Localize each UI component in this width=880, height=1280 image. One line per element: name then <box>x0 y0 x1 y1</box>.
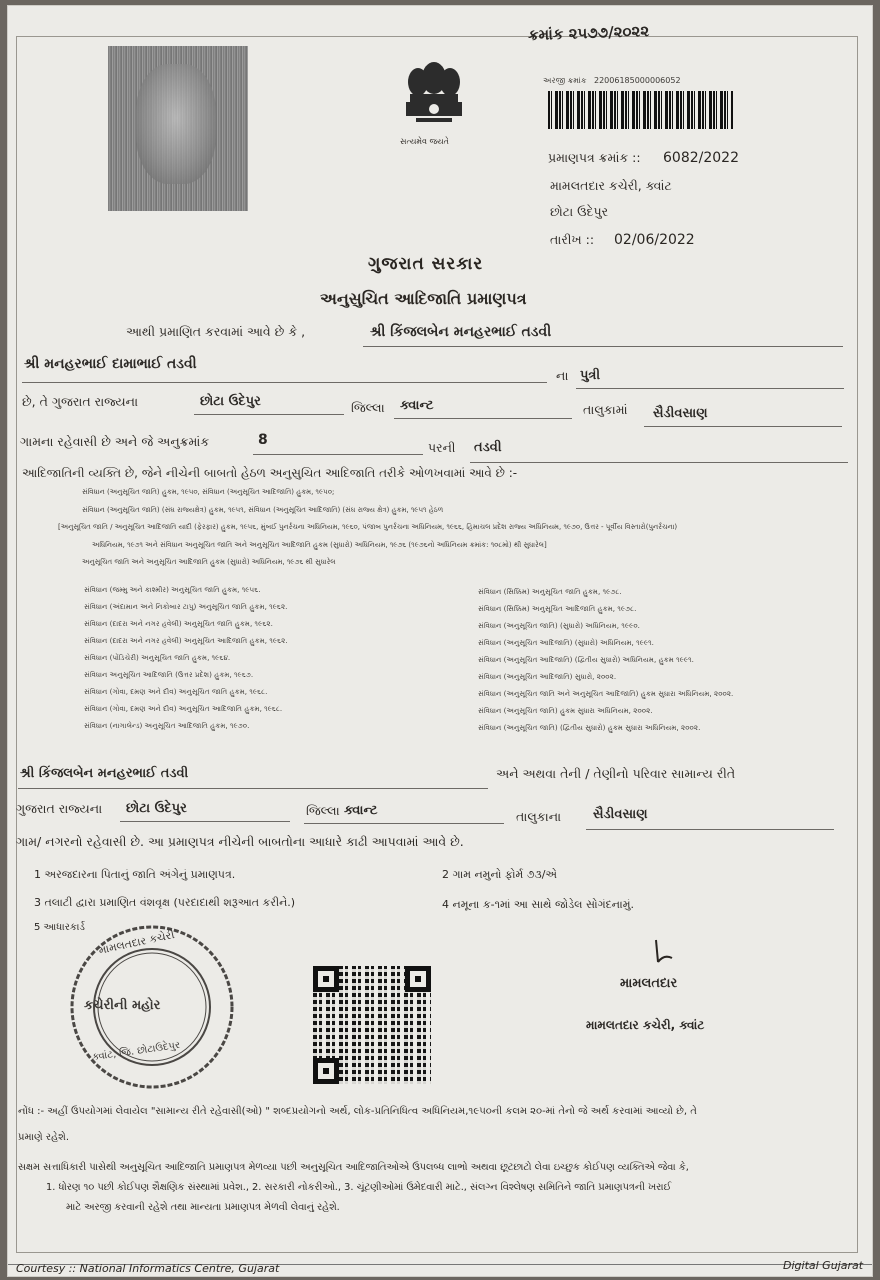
residence-district: છોટા ઉદેપુર <box>126 801 187 816</box>
order-item: સંવિધાન (નાગાલેન્ડ) અનુસૂચિત આદિજાતિ હુકમ, ૧૯૭૦. <box>84 721 250 730</box>
holder-name: શ્રી કિંજલબેન મનહરભાઈ તડવી <box>370 324 552 340</box>
application-no-label: અરજી ક્રમાંક <box>543 76 587 85</box>
relation: પુત્રી <box>580 368 601 383</box>
order-item: સંવિધાન (જમ્મુ અને કાશ્મીર) અનુસૂચિત જાતિ હુકમ, ૧૯૫૬. <box>84 585 261 594</box>
order-item: સંવિધાન (સિક્કિમ) અનુસૂચિત આદિજાતિ હુકમ, ૧૯૭૮. <box>478 604 637 613</box>
residence-name: શ્રી કિંજલબેન મનહરભાઈ તડવી <box>20 766 189 781</box>
order-item: સંવિધાન અનુસૂચિત આદિજાતિ (ઉત્તર પ્રદેશ) હુકમ, ૧૯૬૭. <box>84 670 254 679</box>
handwritten-number: ક્રમાંક ૨૫૭૭/૨૦૨૨ <box>527 21 650 45</box>
order-general: અનુસૂચિત જાતિ અને અનુસૂચિત આદિજાતિ હુકમ (સુધારો) અધિનિયમ, ૧૯૭૬ થી સુધારેલ <box>82 558 336 566</box>
order-item: સંવિધાન (અનુસૂચિત આદિજાતિ) (દ્વિતીય સુધારો) અધિનિયમ, હુકમ ૧૯૯૧. <box>478 655 694 664</box>
issued-line: ગામ/ નગરનો રહેવાસી છે. આ પ્રમાણપત્ર નીચેની બાબતોના આધારે કાઢી આપવામાં આવે છે. <box>16 834 464 849</box>
recognition-line: આદિજાતિની વ્યક્તિ છે, જેને નીચેની બાબતો હેઠળ અનુસુચિત આદિજાતિ તરીકે ઓળખવામાં આવે છે :- <box>22 466 518 480</box>
signatory-office: મામલતદાર કચેરી, ક્વાંટ <box>586 1018 705 1032</box>
basis-4: 4 નમૂના ક-૧માં આ સાથે જોડેલ સોગંદનામું. <box>442 898 634 911</box>
tribe-name: તડવી <box>474 440 502 455</box>
seal-bottom-text: ક્વાંટ, જિ. છોટાઉદેપુર <box>91 1039 181 1064</box>
issue-date: 02/06/2022 <box>614 232 695 248</box>
order-item: સંવિધાન (અનુસૂચિત આદિજાતિ) (સુધારો) અધિનિયમ, ૧૯૯૧. <box>478 638 654 647</box>
emblem-motto: સત્યમેવ જયતે <box>400 137 449 146</box>
order-item: સંવિધાન (દાદરા અને નગર હવેલી) અનુસૂચિત જાતિ હુકમ, ૧૯૬૨. <box>84 619 273 628</box>
residence-jilla-label: જિલ્લા <box>306 803 340 818</box>
village-value: સૈડીવસાણ <box>653 406 708 421</box>
order-item: સંવિધાન (અનુસૂચિત જાતિ) (સુધારો) અધિનિયમ, ૧૯૯૦. <box>478 621 640 630</box>
signatory-title: મામલતદાર <box>620 976 678 991</box>
office-line2: છોટા ઉદેપુર <box>550 204 609 219</box>
qr-code <box>313 966 431 1084</box>
parni-text: પરની <box>428 440 456 455</box>
note-2: સક્ષમ સત્તાધિકારી પાસેથી અનુસૂચિત આદિજાતિ પ્રમાણપત્ર મેળવ્યા પછી અનુસૂચિત આદિજાતિઓએ ઉપલબ્ધ લાભો અથવા છૂટછાટો લેવા ઇચ્છુક કોઈપણ વ્યક્તિએ જેવા કે, <box>18 1162 689 1173</box>
order-item: સંવિધાન (અંદામાન અને નિકોબાર ટાપુ) અનુસૂચિત જાતિ હુકમ, ૧૯૬૨. <box>84 602 288 611</box>
order-item: સંવિધાન (અનુસૂચિત જાતિ) હુકમ સુધારા અધિનિયમ, ૨૦૦૨. <box>478 706 653 715</box>
certificate-page <box>8 6 872 1276</box>
district-value: છોટા ઉદેપુર <box>200 394 261 409</box>
basis-5: 5 આધારકાર્ડ <box>34 922 85 933</box>
order-general: [અનુસૂચિત જાતિ / અનુસૂચિત આદિજાતિ યાદી (ફેરફાર) હુકમ, ૧૯૫૬, મુંબઈ પુનર્રચના અધિનિયમ, ૧૯૬૦, પંજાબ પુનર્રચના અધિનિયમ, ૧૯૬૬, હિમાચલ પ્રદેશ રાજ્ય અધિનિયમ, ૧૯૭૦, ઉત્તર - પૂર્વીય વિસ્તારો(પુનર્રચના) <box>58 523 678 531</box>
order-item: સંવિધાન (અનુસૂચિત જાતિ) (દ્વિતીય સુધારો) હુકમ સુધારા અધિનિયમ, ૨૦૦૨. <box>478 723 701 732</box>
order-general: સંવિધાન (અનુસૂચિત જાતિ) હુકમ, ૧૯૫૦, સંવિધાન (અનુસૂચિત આદિજાતિ) હુકમ, ૧૯૫૦; <box>82 488 335 496</box>
application-no: 22006185000006052 <box>594 76 681 85</box>
residence-state-prefix: ગુજરાત રાજ્યના <box>16 801 103 816</box>
intro-text: આથી પ્રમાણિત કરવામાં આવે છે કે , <box>126 324 306 339</box>
order-item: સંવિધાન (પોંડિચેરી) અનુસૂચિત જાતિ હુકમ, ૧૯૬૪. <box>84 653 231 662</box>
father-name: શ્રી મનહરભાઈ દામાભાઈ તડવી <box>24 356 197 372</box>
seal-center-text: કચેરીની મહોર <box>84 998 161 1013</box>
cert-no-label: પ્રમાણપત્ર ક્રમાંક :: <box>548 150 641 165</box>
orders-left-list <box>84 581 288 734</box>
orders-right-list <box>478 583 733 736</box>
order-general: સંવિધાન (અનુસૂચિત જાતિ) (સંઘ રાજ્યક્ષેત્ર) હુકમ, ૧૯૫૧, સંવિધાન (અનુસૂચિત આદિજાતિ) (સંઘ રાજ્ય ક્ષેત્ર) હુકમ, ૧૯૫૧ હેઠળ <box>82 505 444 514</box>
family-text: અને અથવા તેની / તેણીનો પરિવાર સામાન્ય રીતે <box>496 766 736 781</box>
residence-village: સૈડીવસાણ <box>593 807 648 822</box>
order-item: સંવિધાન (ગોવા, દમણ અને દીવ) અનુસૂચિત આદિજાતિ હુકમ, ૧૯૬૮. <box>84 704 283 713</box>
footer-brand: Digital Gujarat <box>783 1259 864 1272</box>
resident-line: ગામના રહેવાસી છે અને જે અનુક્રમાંક <box>20 434 210 449</box>
note-1: નોંધ :- અહીં ઉપયોગમાં લેવાયેલ "સામાન્ય રીતે રહેવાસી(ઓ) " શબ્દપ્રયોગનો અર્થ, લોક-પ્રતિનિધિત્વ અધિનિયમ,૧૯૫૦ની કલમ ૨૦-માં તેનો જે અર્થ કરવામાં આવ્યો છે, તે <box>18 1106 697 1117</box>
residence-taluka-label: તાલુકાના <box>516 809 562 824</box>
barcode <box>548 91 733 129</box>
order-item: સંવિધાન (અનુસૂચિત જાતિ અને અનુસૂચિત આદિજાતિ) હુકમ સુધારા અધિનિયમ, ૨૦૦૨. <box>478 689 734 698</box>
basis-2: 2 ગામ નમુનો ફોર્મ ૭૩/એ <box>442 868 558 881</box>
government-title: ગુજરાત સરકાર <box>368 254 484 274</box>
seal-outer-text: મામલતદાર કચેરી <box>97 928 176 957</box>
order-item: સંવિધાન (સિક્કિમ) અનુસૂચિત જાતિ હુકમ, ૧૯૭૮. <box>478 587 622 596</box>
jilla-value: ક્વાન્ટ <box>400 398 434 413</box>
basis-1: 1 અરજદારના પિતાનું જાતિ અંગેનું પ્રમાણપત્ર. <box>34 868 236 881</box>
office-line1: મામલતદાર કચેરી, ક્વાંટ <box>550 178 672 193</box>
applicant-photo <box>108 46 248 211</box>
state-prefix: છે, તે ગુજરાત રાજ્યના <box>22 394 139 409</box>
residence-jilla-value: ક્વાન્ટ <box>344 803 378 818</box>
jilla-label: જિલ્લા <box>351 400 385 415</box>
certificate-title: અનુસુચિત આદિજાતિ પ્રમાણપત્ર <box>320 289 527 308</box>
orders-general <box>58 484 822 572</box>
footer-courtesy: Courtesy :: National Informatics Centre, Gujarat <box>16 1262 280 1275</box>
taluka-label: તાલુકામાં <box>583 402 628 417</box>
order-item: સંવિધાન (ગોવા, દમણ અને દીવ) અનુસૂચિત જાતિ હુકમ, ૧૯૬૮. <box>84 687 268 696</box>
order-item: સંવિધાન (દાદરા અને નગર હવેલી) અનુસૂચિત આદિજાતિ હુકમ, ૧૯૬૨. <box>84 636 288 645</box>
cert-no: 6082/2022 <box>663 150 739 166</box>
serial-no: 8 <box>258 432 268 448</box>
note-4: માટે અરજી કરવાની રહેશે તથા માન્યતા પ્રમાણપત્ર મેળવી લેવાનું રહેશે. <box>66 1202 340 1213</box>
note-3: 1. ધોરણ ૧૦ પછી કોઈપણ શૈક્ષણિક સંસ્થામાં પ્રવેશ., 2. સરકારી નોકરીઓ., 3. ચૂંટણીઓમાં ઉમેદવારી માટે., સંલગ્ન વિશ્લેષણ સમિતિને જાતિ પ્રમાણપત્રની ખરાઈ <box>46 1182 672 1193</box>
signature-icon <box>650 936 680 966</box>
date-label: તારીખ :: <box>550 232 595 247</box>
order-general: અધિનિયમ, ૧૯૭૧ અને સંવિધાન અનુસૂચિત જાતિ અને અનુસૂચિત આદિજાતિ હુકમ (સુધારો) અધિનિયમ, ૧૯૭૬ (૧૯૭૬નો અધિનિયમ ક્રમાંક: ૧૦૮મો) થી સુધારેલ] <box>92 540 547 549</box>
order-item: સંવિધાન (અનુસૂચિત આદિજાતિ) સુધારો, ૨૦૦૨. <box>478 672 617 681</box>
na-text: ના <box>556 368 569 383</box>
basis-3: 3 તલાટી દ્વારા પ્રમાણિત વંશવૃક્ષ (પરદાદાથી શરૂઆત કરીને.) <box>34 896 296 909</box>
note-1b: પ્રમાણે રહેશે. <box>18 1132 70 1143</box>
